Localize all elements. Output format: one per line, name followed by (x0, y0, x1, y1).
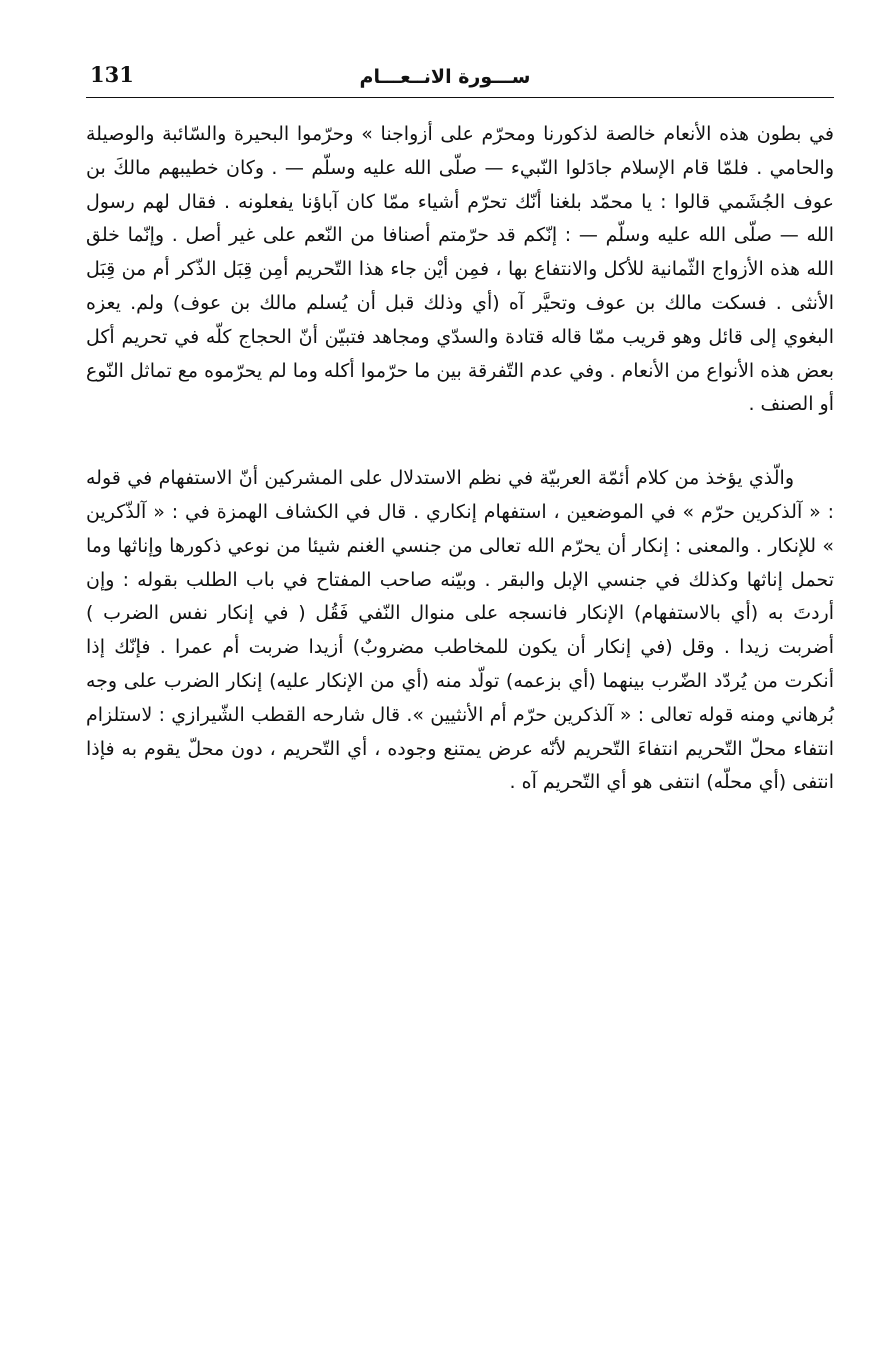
paragraph-gap (86, 422, 834, 462)
paragraph-2: والّذي يؤخذ من كلام أئمّة العربيّة في نظم الاستدلال على المشركين أنّ الاستفهام في قوله : « آلذكرين حرّم » في الموضعين ، استفهام إنكاري . قال في الكشاف الهمزة في : « آلذّكرين » للإنكار . والمعنى : إنكار أن يحرّم الله تعالى من جنسي الغنم شيئا من نوعي ذكورها وإناثها وما تحمل إناثها وكذلك في جنسي الإبل والبقر . وبيّنه صاحب المفتاح في باب الطلب بقوله : وإن أردتَ به (أي بالاستفهام) الإنكار فانسجه على منوال النّفي فَقُل ( في إنكار نفس الضرب ) أضربت زيدا . وقل (في إنكار أن يكون للمخاطب مضروبٌ) أزيدا ضربت أم عمرا . فإنّك إذا أنكرت من يُردّد الضّرب بينهما (أي بزعمه) تولّد منه (أي من الإنكار عليه) إنكار الضرب على وجه بُرهاني ومنه قوله تعالى : « آلذكرين حرّم أم الأنثيين ». قال شارحه القطب الشّيرازي : لاستلزام انتفاء محلّ التّحريم انتفاءَ التّحريم لأنّه عرض يمتنع وجوده ، أي التّحريم ، دون محلّ يقوم به فإذا انتفى (أي محلّه) انتفى هو أي التّحريم آه . (86, 467, 834, 794)
running-header-title: ســـورة الانــعـــام (359, 66, 531, 88)
page-number: 131 (90, 62, 134, 87)
body-text (86, 118, 834, 800)
header-rule (86, 97, 834, 98)
paragraph-1: في بطون هذه الأنعام خالصة لذكورنا ومحرّم على أزواجنا » وحرّموا البحيرة والسّائبة والوصيلة والحامي . فلمّا قام الإسلام جادَلوا النّبيء — صلّى الله عليه وسلّم — . وكان خطيبهم مالكَ بن عوف الجُشَمي قالوا : يا محمّد بلغنا أنّك تحرّم أشياء ممّا كان آباؤنا يفعلونه . فقال لهم رسول الله — صلّى الله عليه وسلّم — : إنّكم قد حرّمتم أصنافا من النّعم على غير أصل . وإنّما خلق الله هذه الأزواج الثّمانية للأكل والانتفاع بها ، فمِن أيْن جاء هذا التّحريم أمِن قِبَل الذّكر أم من قِبَل الأنثى . فسكت مالك بن عوف وتحيَّر آه (أي وذلك قبل أن يُسلم مالك بن عوف) ولم. يعزه البغوي إلى قائل وهو قريب ممّا قاله قتادة والسدّي ومجاهد فتبيّن أنّ الحجاج كلّه في تحريم أكل بعض هذه الأنواع من الأنعام . وفي عدم التّفرقة بين ما حرّموا أكله وما لم يحرّموه مع تماثل النّوع أو الصنف . (86, 123, 834, 416)
